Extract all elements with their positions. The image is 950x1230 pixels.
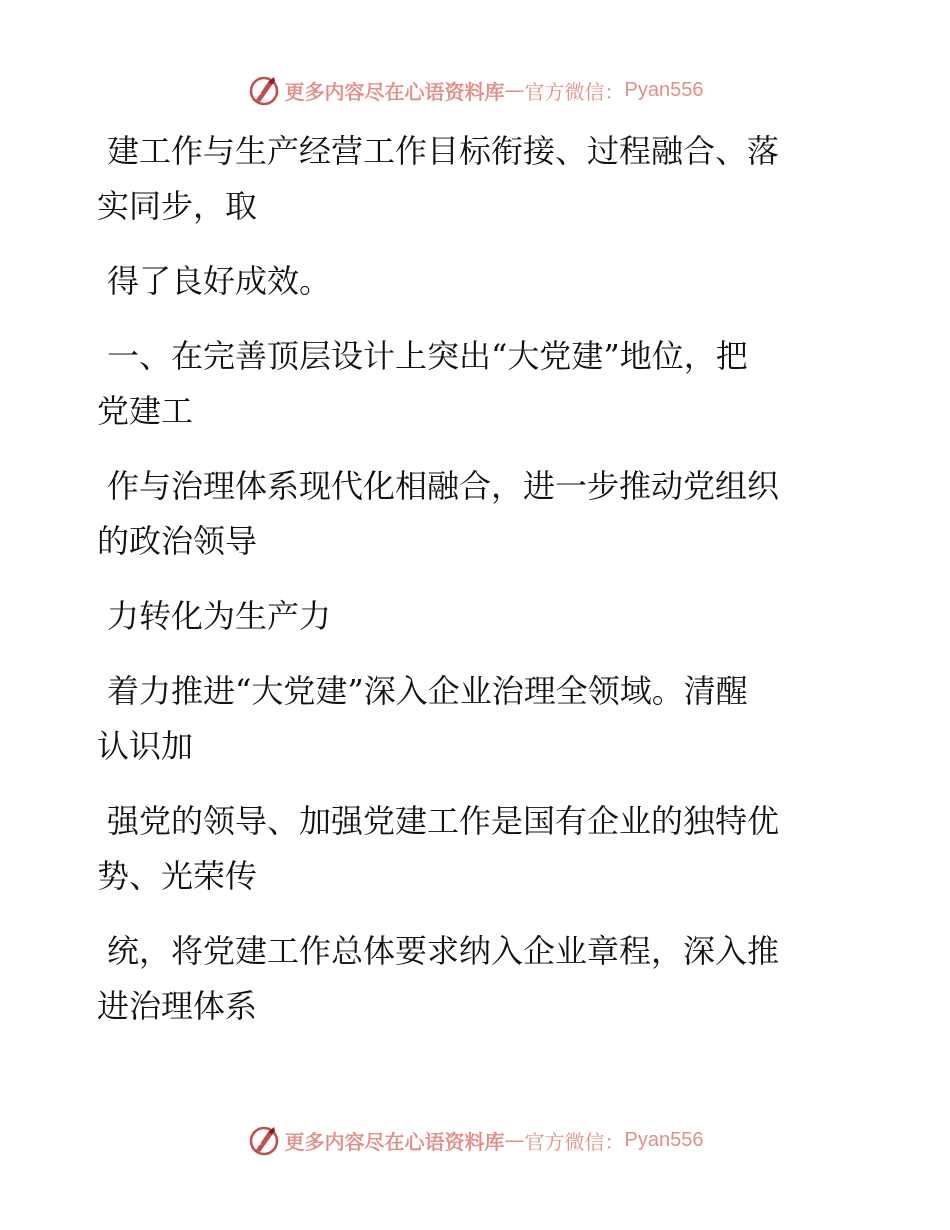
paragraph-line: 作与治理体系现代化相融合，进一步推动党组织	[107, 467, 780, 505]
watermark-wechat-label: 官方微信：	[524, 79, 625, 104]
quill-pen-circle-icon	[247, 73, 281, 107]
paragraph	[97, 924, 837, 1034]
watermark-brand-text: 更多内容尽在心语资料库	[284, 1129, 505, 1154]
paragraph-line: 着力推进“大党建”深入企业治理全领域。清醒	[107, 672, 748, 710]
watermark-wechat-label: 官方微信：	[524, 1129, 625, 1154]
document-body	[97, 124, 837, 1054]
paragraph-line: 强党的领导、加强党建工作是国有企业的独特优	[107, 802, 780, 840]
watermark-wechat-id: Pyan556	[624, 78, 704, 101]
watermark-brand-text: 更多内容尽在心语资料库	[284, 79, 505, 104]
paragraph-line: 党建工	[97, 392, 194, 430]
paragraph-line: 认识加	[97, 727, 194, 765]
paragraph-line: 统，将党建工作总体要求纳入企业章程，深入推	[107, 932, 780, 970]
watermark-wechat-id: Pyan556	[624, 1128, 704, 1151]
paragraph-line: 力转化为生产力	[107, 597, 332, 635]
paragraph	[97, 589, 837, 644]
quill-pen-circle-icon	[247, 1123, 281, 1157]
header-watermark	[0, 70, 950, 110]
paragraph	[97, 329, 837, 439]
paragraph-line: 的政治领导	[97, 522, 258, 560]
paragraph	[97, 459, 837, 569]
footer-watermark	[0, 1120, 950, 1160]
paragraph	[97, 124, 837, 234]
watermark-separator: —	[504, 78, 525, 102]
paragraph	[97, 664, 837, 774]
paragraph-line: 得了良好成效。	[107, 262, 332, 300]
paragraph-line: 一、在完善顶层设计上突出“大党建”地位，把	[107, 337, 748, 375]
paragraph-line: 建工作与生产经营工作目标衔接、过程融合、落	[107, 132, 780, 170]
watermark-separator: —	[504, 1128, 525, 1152]
paragraph-line: 实同步，取	[97, 187, 258, 225]
paragraph-line: 势、光荣传	[97, 857, 258, 895]
paragraph-line: 进治理体系	[97, 987, 258, 1025]
paragraph	[97, 794, 837, 904]
paragraph	[97, 254, 837, 309]
